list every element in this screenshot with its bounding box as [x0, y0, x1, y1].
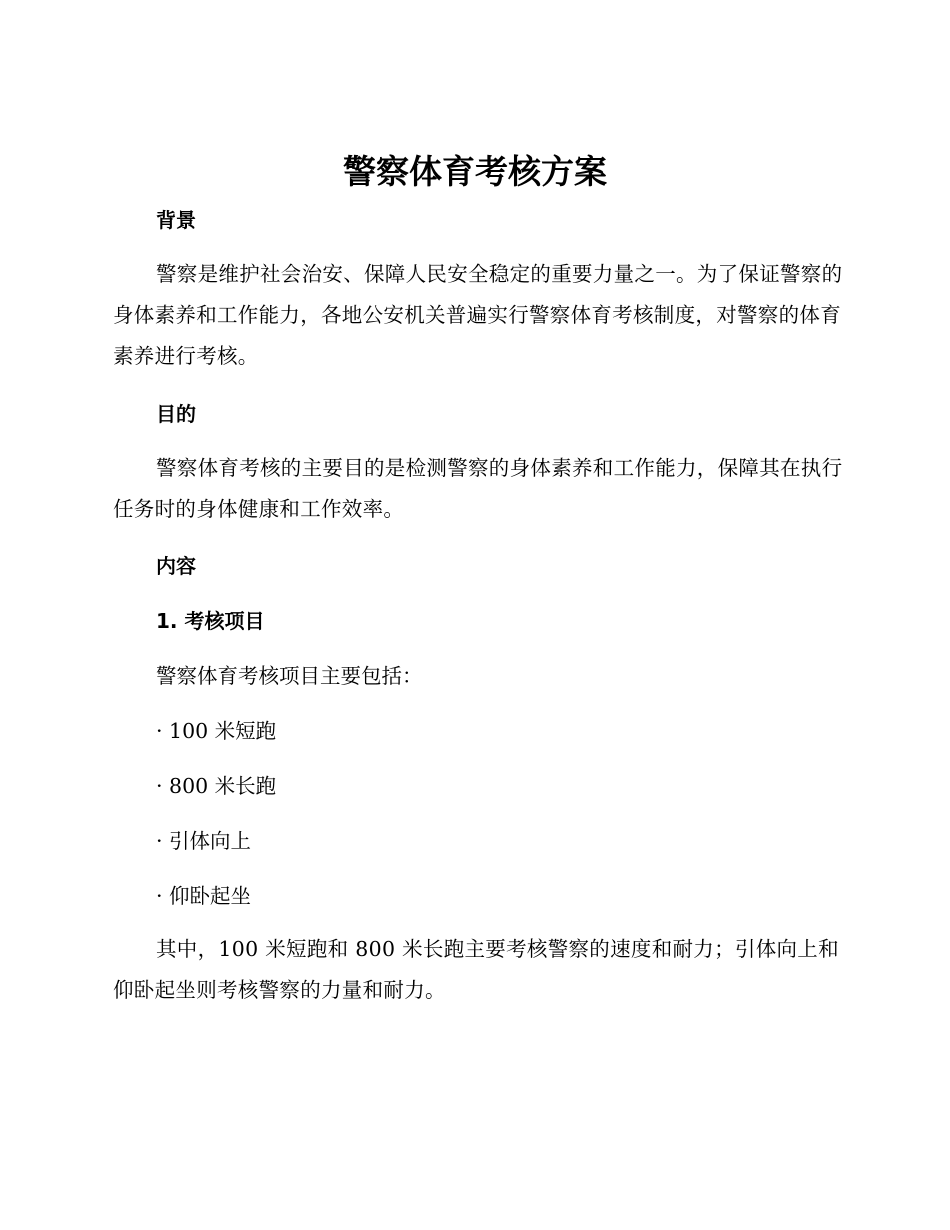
- paragraph-background: 警察是维护社会治安、保障人民安全稳定的重要力量之一。为了保证警察的身体素养和工作能力，各地公安机关普遍实行警察体育考核制度，对警察的体育素养进行考核。: [113, 262, 843, 368]
- paragraph-purpose: 警察体育考核的主要目的是检测警察的身体素养和工作能力，保障其在执行任务时的身体健康和工作效率。: [113, 456, 843, 521]
- list-item: · 100 米短跑: [156, 719, 277, 743]
- section-heading-background: 背景: [156, 208, 196, 232]
- paragraph-summary: 其中，100 米短跑和 800 米长跑主要考核警察的速度和耐力；引体向上和仰卧起坐则考核警察的力量和耐力。: [113, 937, 839, 1002]
- list-item: · 仰卧起坐: [156, 884, 252, 908]
- paragraph-items-intro: 警察体育考核项目主要包括：: [156, 664, 423, 688]
- section-heading-purpose: 目的: [156, 402, 196, 426]
- list-item: · 800 米长跑: [156, 774, 277, 798]
- subsection-heading-items: 1. 考核项目: [156, 609, 265, 633]
- list-item: · 引体向上: [156, 829, 252, 853]
- document-title: 警察体育考核方案: [343, 152, 607, 191]
- section-heading-content: 内容: [156, 554, 196, 578]
